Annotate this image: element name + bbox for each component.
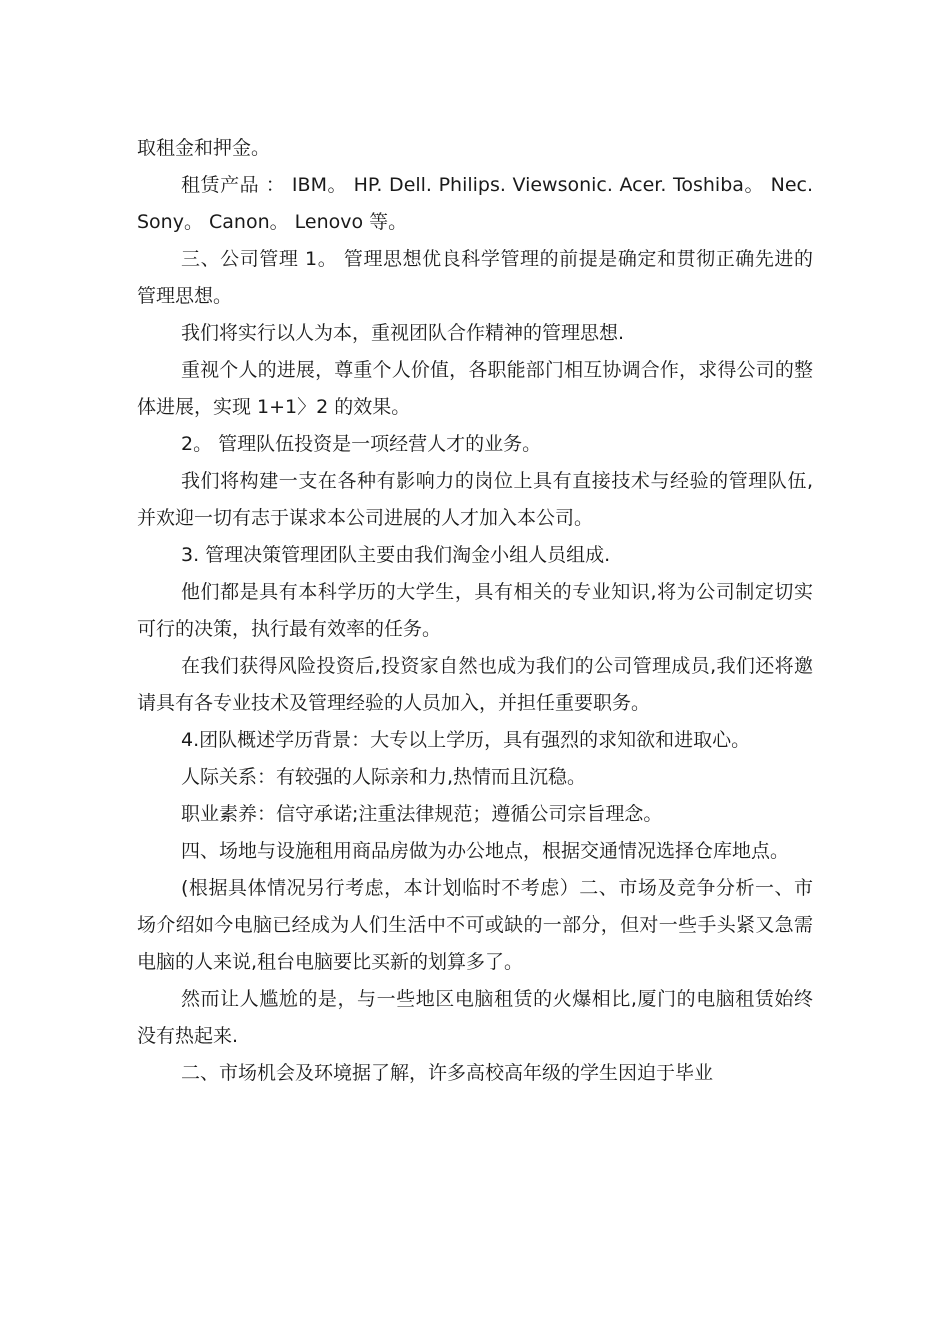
paragraph-3: 三、公司管理 1。 管理思想优良科学管理的前提是确定和贯彻正确先进的管理思想。 [137, 248, 813, 307]
paragraph-11: 4.团队概述学历背景：大专以上学历，具有强烈的求知欲和进取心。 [181, 729, 751, 751]
paragraph-7: 我们将构建一支在各种有影响力的岗位上具有直接技术与经验的管理队伍,并欢迎一切有志于谋求本公司进展的人才加入本公司。 [137, 470, 813, 529]
paragraph-4: 我们将实行以人为本，重视团队合作精神的管理思想. [181, 322, 625, 344]
paragraph-9: 他们都是具有本科学历的大学生，具有相关的专业知识,将为公司制定切实可行的决策，执行最有效率的任务。 [137, 581, 813, 640]
paragraph-16: 然而让人尴尬的是，与一些地区电脑租赁的火爆相比,厦门的电脑租赁始终没有热起来. [137, 988, 813, 1047]
paragraph-14: 四、场地与设施租用商品房做为办公地点，根据交通情况选择仓库地点。 [181, 840, 790, 862]
paragraph-15: (根据具体情况另行考虑，本计划临时不考虑）二、市场及竞争分析一、市场介绍如今电脑已经成为人们生活中不可或缺的一部分，但对一些手头紧又急需电脑的人来说,租台电脑要比买新的划算多了。 [137, 877, 813, 973]
paragraph-13: 职业素养：信守承诺;注重法律规范；遵循公司宗旨理念。 [181, 803, 663, 825]
paragraph-1: 取租金和押金。 [137, 137, 271, 159]
document-page [137, 130, 813, 1092]
paragraph-6: 2。 管理队伍投资是一项经营人才的业务。 [181, 433, 542, 455]
paragraph-2: 租赁产品 ： IBM。 HP. Dell. Philips. Viewsonic. Acer. Toshiba。 Nec. Sony。 Canon。 Lenovo 等。 [137, 174, 813, 233]
paragraph-17: 二、市场机会及环境据了解，许多高校高年级的学生因迫于毕业 [181, 1062, 714, 1084]
paragraph-8: 3. 管理决策管理团队主要由我们淘金小组人员组成. [181, 544, 611, 566]
paragraph-10: 在我们获得风险投资后,投资家自然也成为我们的公司管理成员,我们还将邀请具有各专业技术及管理经验的人员加入，并担任重要职务。 [137, 655, 813, 714]
paragraph-5: 重视个人的进展，尊重个人价值，各职能部门相互协调合作，求得公司的整体进展，实现 1+1〉2 的效果。 [137, 359, 813, 418]
paragraph-12: 人际关系：有较强的人际亲和力,热情而且沉稳。 [181, 766, 587, 788]
